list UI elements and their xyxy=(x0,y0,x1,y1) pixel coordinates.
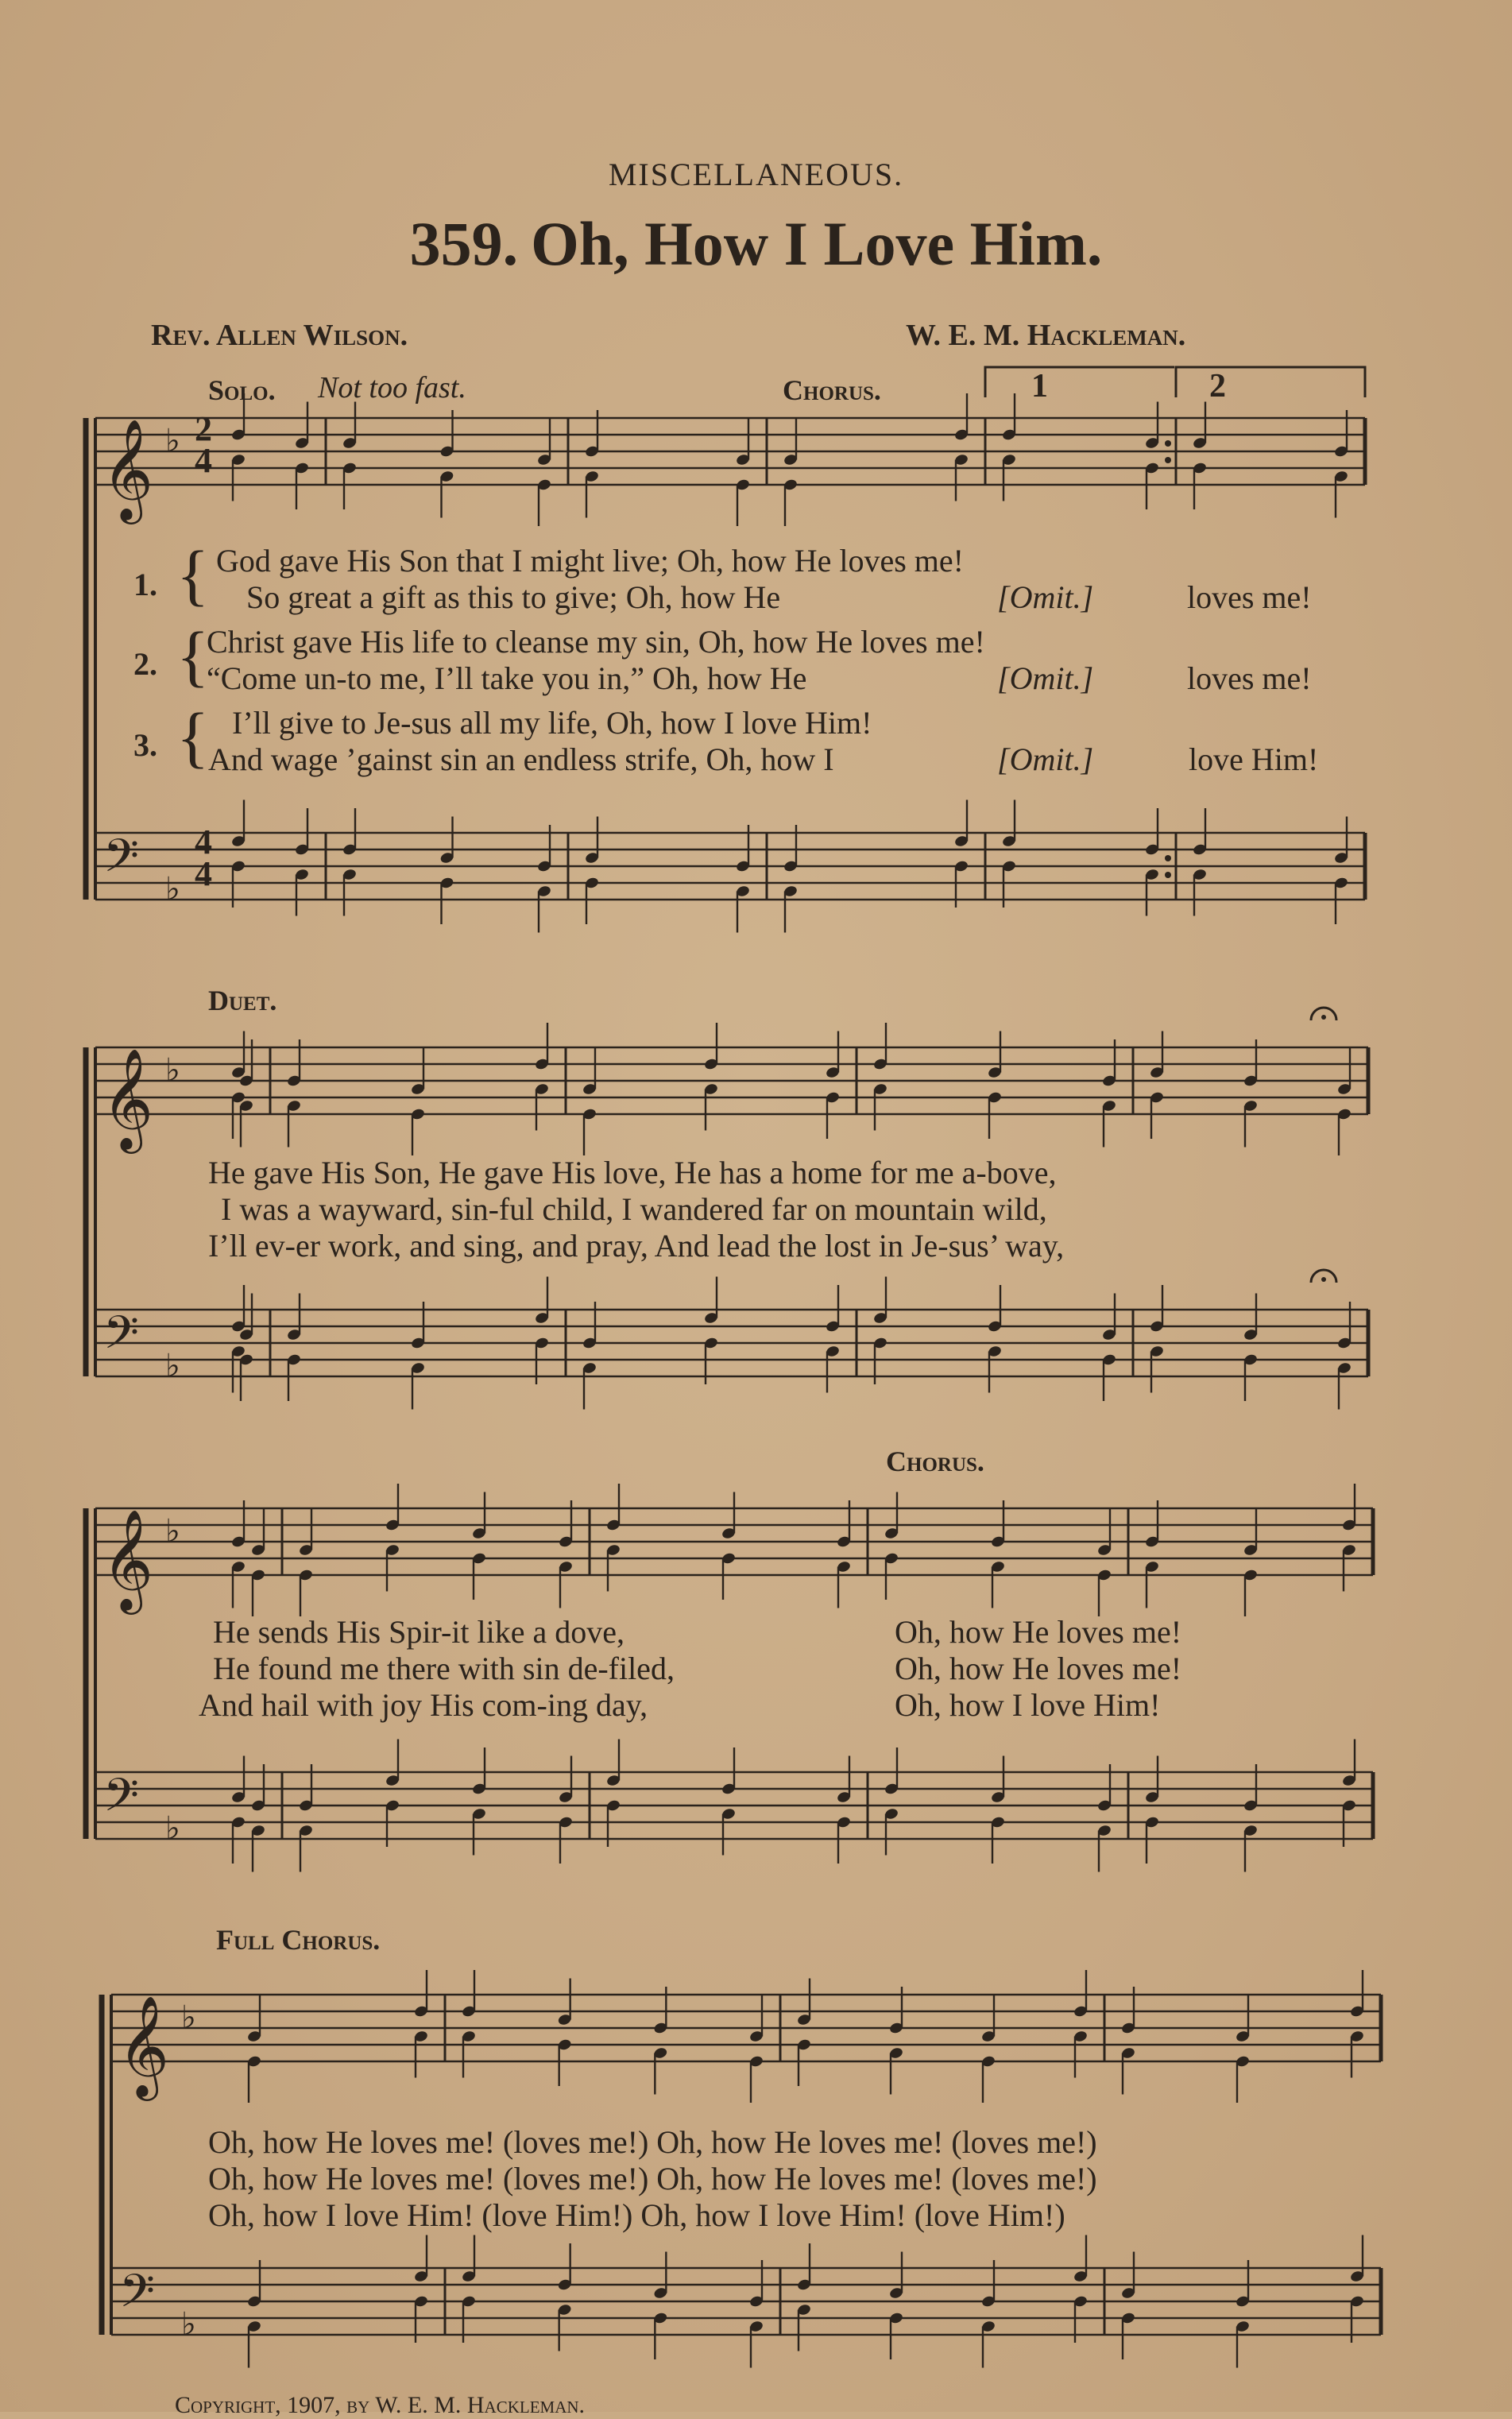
treble-clef: 𝄞 xyxy=(102,1047,154,1149)
treble-clef: 𝄞 xyxy=(102,418,154,520)
full-chorus-label: Full Chorus. xyxy=(216,1924,381,1956)
duet-label: Duet. xyxy=(208,985,277,1016)
verse-brace: { xyxy=(176,617,210,694)
verse-number: 3. xyxy=(133,727,157,763)
verse-line: Christ gave His life to cleanse my sin, Oh, how He loves me! xyxy=(207,624,985,660)
chorus-label-1: Chorus. xyxy=(783,374,881,406)
second-ending-label: 2 xyxy=(1209,368,1226,404)
verse-line: And wage ’gainst sin an endless strife, Oh, how I xyxy=(208,741,834,777)
flat-key-signature: ♭ xyxy=(181,2306,196,2343)
second-ending-bracket xyxy=(1176,367,1365,397)
section-heading: MISCELLANEOUS. xyxy=(608,157,904,192)
bass-time-signature xyxy=(195,822,212,893)
hymn-number: 359. xyxy=(409,209,519,278)
bass-time-numerator: 4 xyxy=(195,822,212,861)
repeat-dot xyxy=(1165,457,1171,463)
duet-lyric-line: I’ll ev-er work, and sing, and pray, And lead the lost in Je-sus’ way, xyxy=(208,1228,1065,1264)
full-chorus-lyric-line: Oh, how He loves me! (loves me!) Oh, how He loves me! (loves me!) xyxy=(208,2161,1097,2196)
verse-number: 2. xyxy=(133,646,157,682)
repeat-dot xyxy=(1165,855,1171,861)
first-ending-bracket xyxy=(985,367,1174,397)
omit-marking: [Omit.] xyxy=(997,741,1094,777)
verse-line: “Come un-to me, I’ll take you in,” Oh, how He xyxy=(207,660,807,696)
time-numerator: 2 xyxy=(195,409,212,448)
bass-clef: 𝄢 xyxy=(103,1768,140,1833)
hymn-title-text: Oh, How I Love Him. xyxy=(531,209,1103,278)
verse-number: 1. xyxy=(133,567,157,602)
treble-clef: 𝄞 xyxy=(102,1508,154,1610)
treble-clef: 𝄞 xyxy=(118,1995,170,2096)
solo-label: Solo. xyxy=(208,374,276,406)
omit-marking: [Omit.] xyxy=(997,660,1094,696)
full-chorus-lyric-line: Oh, how I love Him! (love Him!) Oh, how I love Him! (love Him!) xyxy=(208,2197,1065,2233)
bass-clef: 𝄢 xyxy=(119,2264,156,2329)
bass-time-denominator: 4 xyxy=(195,854,212,893)
lyricist-credit: Rev. Allen Wilson. xyxy=(151,319,408,352)
flat-key-signature: ♭ xyxy=(165,1513,180,1550)
flat-key-signature: ♭ xyxy=(165,1810,180,1847)
omit-marking: [Omit.] xyxy=(997,579,1094,615)
verse-line: So great a gift as this to give; Oh, how He xyxy=(246,579,781,615)
verse-brace: { xyxy=(176,536,210,613)
repeat-dot xyxy=(1165,872,1171,878)
duet-lyric-line: He gave His Son, He gave His love, He has a home for me a-bove, xyxy=(208,1155,1057,1190)
bass-clef: 𝄢 xyxy=(103,1306,140,1371)
chorus-lyric-line: Oh, how He loves me! xyxy=(895,1651,1182,1686)
bass-clef: 𝄢 xyxy=(103,829,140,894)
hymn-title xyxy=(0,208,1512,280)
flat-key-signature: ♭ xyxy=(165,1348,180,1384)
copyright-notice: Copyright, 1907, by W. E. M. Hackleman. xyxy=(175,2392,586,2418)
flat-key-signature: ♭ xyxy=(165,423,180,459)
verse-line-end: loves me! xyxy=(1187,660,1312,696)
verse-line-end: loves me! xyxy=(1187,579,1312,615)
repeat-dot xyxy=(1165,440,1171,447)
chorus-label-2: Chorus. xyxy=(886,1446,984,1477)
flat-key-signature: ♭ xyxy=(181,1999,196,2036)
chorus-lyric-line: Oh, how I love Him! xyxy=(895,1687,1161,1723)
fermata-dot xyxy=(1321,1015,1326,1020)
verse-end-lyric-line: He found me there with sin de-filed, xyxy=(213,1651,675,1686)
duet-lyric-line: I was a wayward, sin-ful child, I wandered far on mountain wild, xyxy=(221,1191,1047,1227)
verse-line: I’ll give to Je-sus all my life, Oh, how I love Him! xyxy=(232,705,872,741)
first-ending-label: 1 xyxy=(1031,368,1048,404)
fermata-dot xyxy=(1321,1277,1326,1282)
verse-end-lyric-line: And hail with joy His com-ing day, xyxy=(199,1687,648,1723)
verse-line-end: love Him! xyxy=(1189,741,1319,777)
treble-time-signature xyxy=(195,409,212,480)
flat-key-signature: ♭ xyxy=(165,871,180,908)
composer-credit: W. E. M. Hackleman. xyxy=(906,319,1186,352)
flat-key-signature: ♭ xyxy=(165,1052,180,1089)
tempo-marking: Not too fast. xyxy=(318,371,466,404)
time-denominator: 4 xyxy=(195,441,212,480)
verse-line: God gave His Son that I might live; Oh, how He loves me! xyxy=(216,543,964,579)
chorus-lyric-line: Oh, how He loves me! xyxy=(895,1614,1182,1650)
verse-brace: { xyxy=(176,699,210,775)
verse-end-lyric-line: He sends His Spir-it like a dove, xyxy=(213,1614,625,1650)
full-chorus-lyric-line: Oh, how He loves me! (loves me!) Oh, how He loves me! (loves me!) xyxy=(208,2124,1097,2160)
